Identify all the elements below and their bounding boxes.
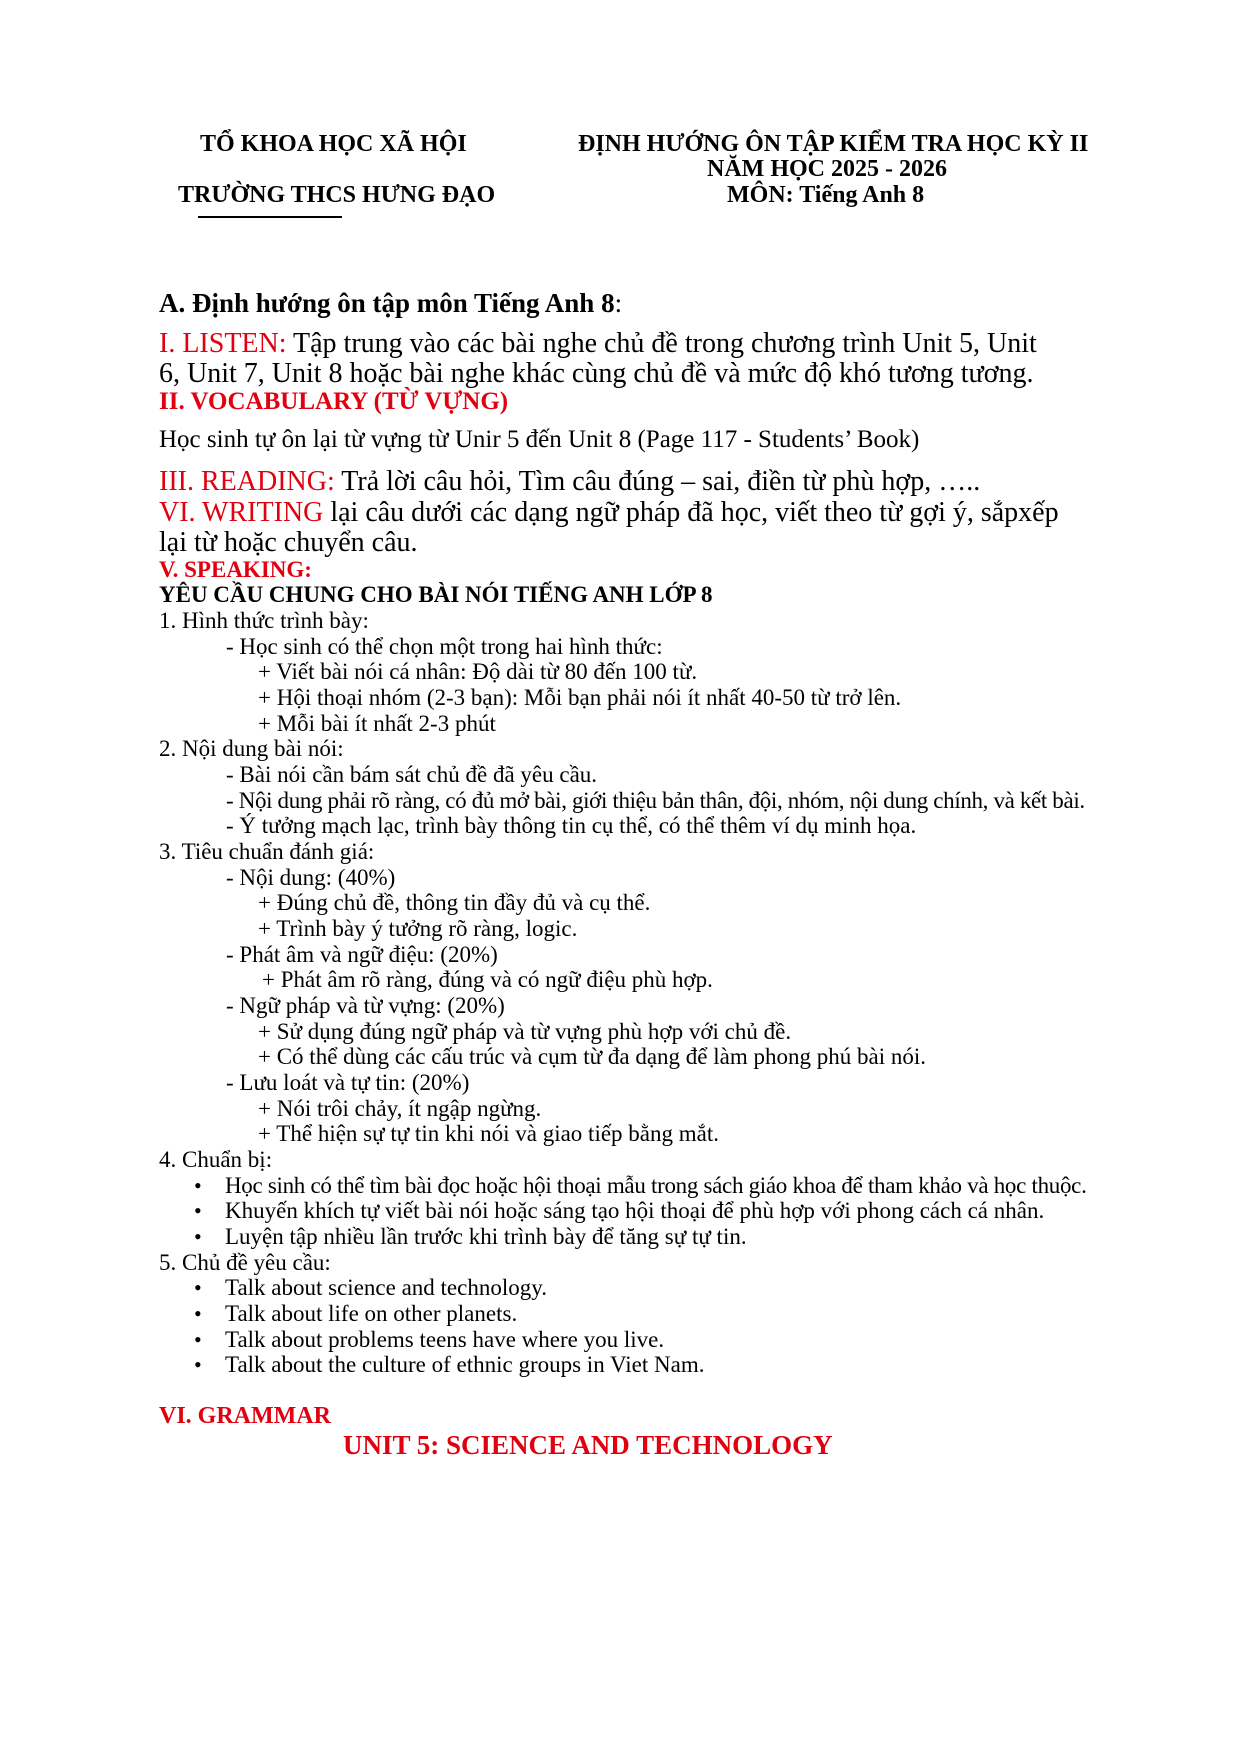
listen-line-1 — [159, 328, 1037, 360]
speaking-line: + Thể hiện sự tự tin khi nói và giao tiếp bằng mắt. — [258, 1121, 719, 1146]
speaking-line: - Phát âm và ngữ điệu: (20%) — [226, 942, 498, 967]
writing-line-1 — [159, 497, 1059, 529]
topic-bullet-item — [194, 1327, 665, 1353]
topic-bullet-text: Talk about the culture of ethnic groups in Viet Nam. — [225, 1352, 705, 1377]
topics-heading: 5. Chủ đề yêu cầu: — [159, 1250, 331, 1275]
speaking-line: + Phát âm rõ ràng, đúng và có ngữ điệu phù hợp. — [262, 967, 713, 992]
prep-bullet-item — [194, 1198, 1045, 1224]
reading-text: Trả lời câu hỏi, Tìm câu đúng – sai, điền từ phù hợp, ….. — [334, 466, 981, 497]
section-a-colon: : — [614, 288, 623, 318]
listen-line-2: 6, Unit 7, Unit 8 hoặc bài nghe khác cùng chủ đề và mức độ khó tương tương. — [159, 358, 1034, 389]
bullet-dot-icon: • — [194, 1301, 202, 1326]
speaking-line: - Ngữ pháp và từ vựng: (20%) — [226, 993, 505, 1018]
topic-bullet-text: Talk about science and technology. — [225, 1275, 547, 1300]
school-year: NĂM HỌC 2025 - 2026 — [707, 156, 947, 182]
writing-line-2: lại từ hoặc chuyển câu. — [159, 527, 418, 558]
speaking-line: 2. Nội dung bài nói: — [159, 736, 344, 761]
topic-bullet-item — [194, 1301, 518, 1327]
bullet-dot-icon: • — [194, 1352, 202, 1377]
grammar-unit-title: UNIT 5: SCIENCE AND TECHNOLOGY — [343, 1430, 833, 1460]
speaking-line: - Bài nói cần bám sát chủ đề đã yêu cầu. — [226, 762, 598, 787]
writing-label: VI. WRITING — [159, 497, 324, 528]
topic-bullet-item — [194, 1275, 547, 1301]
grammar-label: VI. GRAMMAR — [159, 1403, 331, 1429]
speaking-line: + Có thể dùng các cấu trúc và cụm từ đa dạng để làm phong phú bài nói. — [258, 1044, 926, 1069]
speaking-line: - Nội dung: (40%) — [226, 865, 396, 890]
speaking-label: V. SPEAKING: — [159, 557, 312, 582]
speaking-line: + Nói trôi chảy, ít ngập ngừng. — [258, 1096, 542, 1121]
speaking-subtitle: YÊU CẦU CHUNG CHO BÀI NÓI TIẾNG ANH LỚP 8 — [159, 582, 713, 607]
section-a-title-text: A. Định hướng ôn tập môn Tiếng Anh 8 — [159, 288, 615, 318]
prep-bullet-item — [194, 1224, 747, 1250]
bullet-dot-icon: • — [194, 1275, 202, 1300]
prep-bullet-text: Khuyến khích tự viết bài nói hoặc sáng tạo hội thoại để phù hợp với phong cách cá nhân. — [225, 1198, 1045, 1223]
speaking-line: - Nội dung phải rõ ràng, có đủ mở bài, giới thiệu bản thân, đội, nhóm, nội dung chính, và kết bài. — [226, 788, 1085, 813]
topic-bullet-item — [194, 1352, 705, 1378]
speaking-line: + Trình bày ý tưởng rõ ràng, logic. — [258, 916, 578, 941]
writing-text-1: lại câu dưới các dạng ngữ pháp đã học, viết theo từ gợi ý, sắpxếp — [323, 497, 1059, 528]
school-name-underline — [198, 216, 342, 218]
speaking-line: - Học sinh có thể chọn một trong hai hình thức: — [226, 634, 663, 659]
bullet-dot-icon: • — [194, 1224, 202, 1249]
speaking-line: + Mỗi bài ít nhất 2-3 phút — [258, 711, 496, 736]
listen-text-1: Tập trung vào các bài nghe chủ đề trong chương trình Unit 5, Unit — [286, 328, 1037, 359]
vocabulary-label: II. VOCABULARY (TỪ VỰNG) — [159, 388, 509, 415]
speaking-line: + Viết bài nói cá nhân: Độ dài từ 80 đến 100 từ. — [258, 659, 698, 684]
bullet-dot-icon: • — [194, 1173, 202, 1198]
prep-bullet-text: Luyện tập nhiều lần trước khi trình bày để tăng sự tự tin. — [225, 1224, 747, 1249]
school-name: TRƯỜNG THCS HƯNG ĐẠO — [178, 182, 496, 208]
topic-bullet-text: Talk about problems teens have where you live. — [225, 1327, 665, 1352]
department-name: TỔ KHOA HỌC XÃ HỘI — [200, 131, 467, 157]
vocabulary-text: Học sinh tự ôn lại từ vựng từ Unir 5 đến Unit 8 (Page 117 - Students’ Book) — [159, 426, 920, 453]
speaking-line: - Lưu loát và tự tin: (20%) — [226, 1070, 470, 1095]
speaking-line: 4. Chuẩn bị: — [159, 1147, 273, 1172]
reading-line — [159, 466, 980, 498]
reading-label: III. READING: — [159, 466, 335, 497]
bullet-dot-icon: • — [194, 1198, 202, 1223]
speaking-line: 3. Tiêu chuẩn đánh giá: — [159, 839, 375, 864]
subject-name: MÔN: Tiếng Anh 8 — [727, 182, 925, 208]
speaking-line: - Ý tưởng mạch lạc, trình bày thông tin cụ thể, có thể thêm ví dụ minh họa. — [226, 813, 917, 838]
speaking-line: + Sử dụng đúng ngữ pháp và từ vựng phù hợp với chủ đề. — [258, 1019, 792, 1044]
prep-bullet-item — [194, 1173, 1087, 1199]
listen-label: I. LISTEN: — [159, 328, 287, 359]
speaking-line: 1. Hình thức trình bày: — [159, 608, 369, 633]
bullet-dot-icon: • — [194, 1327, 202, 1352]
prep-bullet-text: Học sinh có thể tìm bài đọc hoặc hội thoại mẫu trong sách giáo khoa để tham khảo và học thuộc. — [225, 1173, 1087, 1198]
topic-bullet-text: Talk about life on other planets. — [225, 1301, 518, 1326]
speaking-line: + Hội thoại nhóm (2-3 bạn): Mỗi bạn phải nói ít nhất 40-50 từ trở lên. — [258, 685, 902, 710]
section-a-title — [159, 288, 622, 319]
speaking-line: + Đúng chủ đề, thông tin đầy đủ và cụ thể. — [258, 890, 651, 915]
document-title: ĐỊNH HƯỚNG ÔN TẬP KIỂM TRA HỌC KỲ II — [578, 131, 1089, 157]
